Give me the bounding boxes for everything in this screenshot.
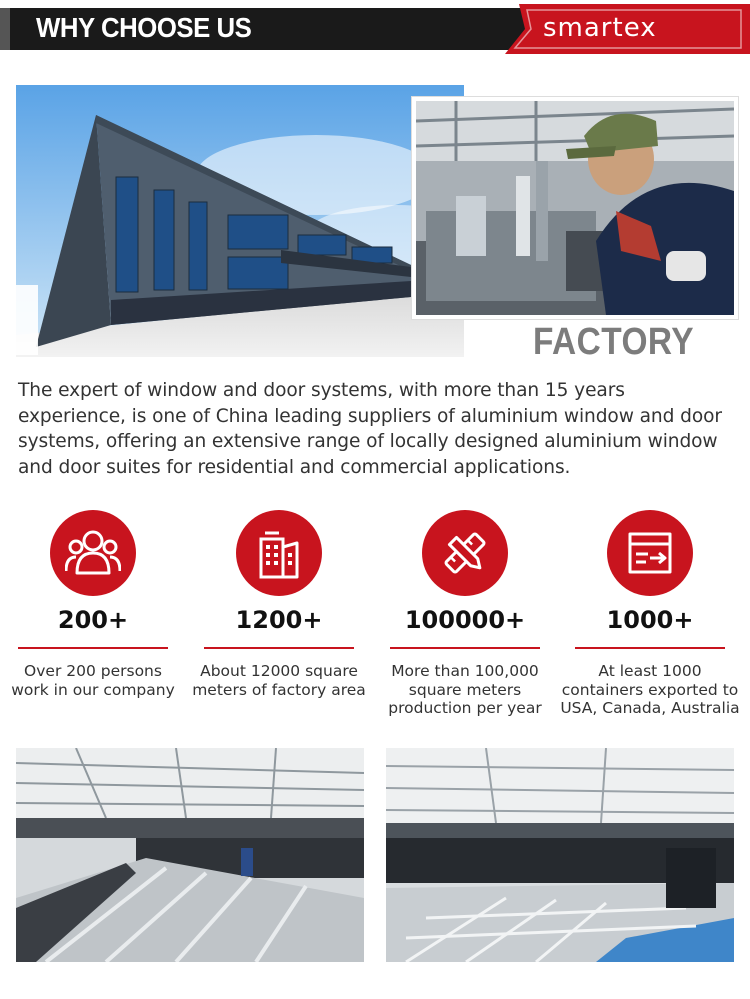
header-accent [0,8,10,50]
stat-value: 200+ [57,606,129,634]
brand-name: smartex [543,13,657,43]
pencil-ruler-icon [422,510,508,596]
factory-label: FACTORY [533,321,695,363]
stat-employees [0,510,186,699]
stat-divider [18,647,168,649]
workshop-photo-left [16,748,364,962]
stat-factory-area [186,510,372,699]
brand-logo[interactable] [505,4,750,54]
building-icon [236,510,322,596]
stat-exports [557,510,743,718]
stat-description: Over 200 persons work in our company [11,662,175,699]
stat-production [372,510,558,718]
stat-divider [390,647,540,649]
stat-description: At least 1000 containers exported to USA, Canada, Australia [560,662,740,717]
intro-paragraph: The expert of window and door systems, with more than 15 years experience, is one of China leading suppliers of aluminium window and door systems, offering an extensive range of locally designed aluminium window and door suites for residential and commercial applications. [18,380,722,478]
stat-value: 100000+ [404,606,526,634]
stat-description: About 12000 square meters of factory area [192,662,366,699]
workshop-photo-right [386,748,734,962]
factory-building-photo [16,85,464,357]
stat-description: More than 100,000 square meters production per year [388,662,542,717]
stat-value: 1200+ [235,606,323,634]
page-title: WHY CHOOSE US [36,12,252,43]
stat-value: 1000+ [606,606,694,634]
stat-divider [204,647,354,649]
container-export-icon [607,510,693,596]
people-icon [50,510,136,596]
factory-worker-photo [412,97,738,319]
stat-divider [575,647,725,649]
